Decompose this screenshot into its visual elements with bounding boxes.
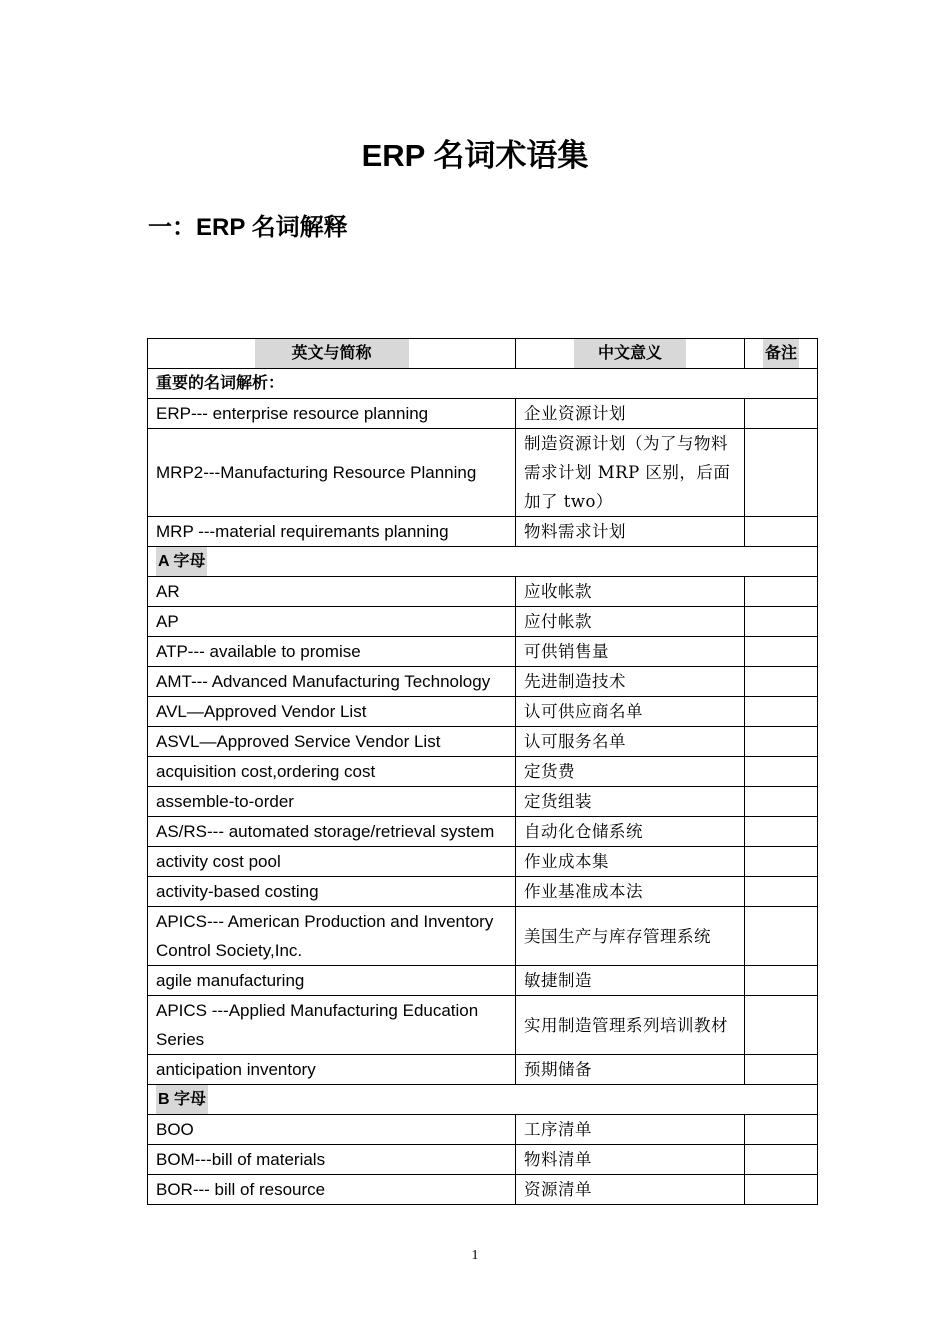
term-note	[745, 697, 818, 727]
term-chinese: 定货费	[516, 757, 745, 787]
term-chinese: 定货组装	[516, 787, 745, 817]
document-title: ERP 名词术语集	[361, 138, 589, 173]
term-note	[745, 577, 818, 607]
term-note	[745, 877, 818, 907]
term-note	[745, 1175, 818, 1205]
table-row	[148, 727, 818, 757]
term-chinese: 可供销售量	[516, 637, 745, 667]
table-row	[148, 757, 818, 787]
table-row	[148, 907, 818, 966]
term-note	[745, 817, 818, 847]
term-english: activity-based costing	[148, 877, 516, 907]
table-row	[148, 847, 818, 877]
term-english: APICS--- American Production and Inventory Control Society,Inc.	[148, 907, 516, 966]
term-english: APICS ---Applied Manufacturing Education Series	[148, 996, 516, 1055]
table-row	[148, 817, 818, 847]
table-row	[148, 1145, 818, 1175]
term-english: AMT--- Advanced Manufacturing Technology	[148, 667, 516, 697]
term-chinese: 应付帐款	[516, 607, 745, 637]
term-english: MRP2---Manufacturing Resource Planning	[148, 429, 516, 517]
term-chinese: 敏捷制造	[516, 966, 745, 996]
table-row	[148, 1175, 818, 1205]
term-note	[745, 607, 818, 637]
term-chinese: 物料需求计划	[516, 517, 745, 547]
table-row	[148, 399, 818, 429]
header-english: 英文与简称	[148, 339, 516, 369]
term-note	[745, 757, 818, 787]
term-english: AR	[148, 577, 516, 607]
term-note	[745, 787, 818, 817]
group-row	[148, 369, 818, 399]
term-english: ERP--- enterprise resource planning	[148, 399, 516, 429]
table-row	[148, 1115, 818, 1145]
term-chinese: 认可供应商名单	[516, 697, 745, 727]
term-chinese: 工序清单	[516, 1115, 745, 1145]
term-english: AS/RS--- automated storage/retrieval system	[148, 817, 516, 847]
header-chinese: 中文意义	[516, 339, 745, 369]
table-row	[148, 637, 818, 667]
header-notes: 备注	[745, 339, 818, 369]
term-english: MRP ---material requiremants planning	[148, 517, 516, 547]
term-chinese: 资源清单	[516, 1175, 745, 1205]
term-english: ATP--- available to promise	[148, 637, 516, 667]
term-note	[745, 727, 818, 757]
group-label: B 字母	[148, 1085, 818, 1115]
term-chinese: 作业基准成本法	[516, 877, 745, 907]
term-english: BOR--- bill of resource	[148, 1175, 516, 1205]
table-header-row	[148, 339, 818, 369]
table-row	[148, 1055, 818, 1085]
term-note	[745, 667, 818, 697]
term-chinese: 物料清单	[516, 1145, 745, 1175]
term-note	[745, 1145, 818, 1175]
term-english: ASVL—Approved Service Vendor List	[148, 727, 516, 757]
term-note	[745, 1115, 818, 1145]
glossary-table	[147, 338, 818, 1205]
term-chinese: 应收帐款	[516, 577, 745, 607]
term-chinese: 先进制造技术	[516, 667, 745, 697]
term-note	[745, 517, 818, 547]
section-heading: 一：ERP 名词解释	[148, 214, 348, 241]
group-row	[148, 1085, 818, 1115]
term-note	[745, 996, 818, 1055]
term-note	[745, 429, 818, 517]
term-note	[745, 1055, 818, 1085]
table-row	[148, 517, 818, 547]
group-row	[148, 547, 818, 577]
term-chinese: 认可服务名单	[516, 727, 745, 757]
term-note	[745, 907, 818, 966]
term-note	[745, 399, 818, 429]
term-chinese: 实用制造管理系列培训教材	[516, 996, 745, 1055]
table-row	[148, 667, 818, 697]
term-chinese: 作业成本集	[516, 847, 745, 877]
term-chinese: 美国生产与库存管理系统	[516, 907, 745, 966]
term-english: acquisition cost,ordering cost	[148, 757, 516, 787]
term-english: BOO	[148, 1115, 516, 1145]
table-row	[148, 429, 818, 517]
table-row	[148, 966, 818, 996]
group-label: A 字母	[148, 547, 818, 577]
term-english: agile manufacturing	[148, 966, 516, 996]
table-row	[148, 787, 818, 817]
term-note	[745, 847, 818, 877]
term-english: AP	[148, 607, 516, 637]
term-chinese: 预期储备	[516, 1055, 745, 1085]
page-number: 1	[471, 1248, 479, 1263]
group-label: 重要的名词解析：	[148, 369, 818, 399]
table-row	[148, 996, 818, 1055]
term-chinese: 制造资源计划（为了与物料需求计划 MRP 区别，后面加了 two）	[516, 429, 745, 517]
term-english: activity cost pool	[148, 847, 516, 877]
term-english: assemble-to-order	[148, 787, 516, 817]
term-chinese: 自动化仓储系统	[516, 817, 745, 847]
glossary-table-body	[148, 339, 818, 1205]
term-note	[745, 966, 818, 996]
table-row	[148, 577, 818, 607]
term-english: BOM---bill of materials	[148, 1145, 516, 1175]
term-english: AVL—Approved Vendor List	[148, 697, 516, 727]
table-row	[148, 607, 818, 637]
term-english: anticipation inventory	[148, 1055, 516, 1085]
term-chinese: 企业资源计划	[516, 399, 745, 429]
table-row	[148, 877, 818, 907]
term-note	[745, 637, 818, 667]
table-row	[148, 697, 818, 727]
